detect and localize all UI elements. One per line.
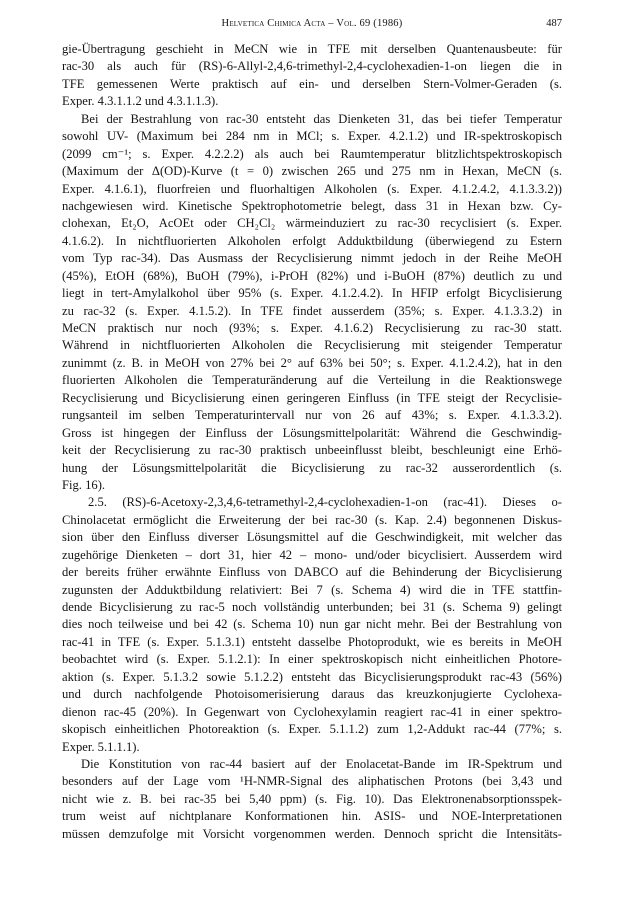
paragraph-start-line: Die Konstitution von rac-44 basiert auf der Enolacetat-Bande im IR-Spektrum und — [81, 756, 562, 771]
text-line: der bereits früher erwähnte Einfluss von DABCO auf die Behinderung der Bicyclisierung — [62, 565, 562, 580]
article-body — [62, 41, 562, 843]
text-line: liegt in tert-Amylalkohol über 95% (s. Exper. 4.1.2.4.2). In HFIP erfolgt Bicyclisierung — [62, 286, 562, 301]
text-line: keit der Recyclisierung zu rac-30 praktisch unbeeinflusst bleibt, beschleunigt eine Erhö- — [62, 443, 562, 458]
text-line: rungsanteil im selben Temperaturintervall nur von 26 auf 43%; s. Exper. 4.1.3.3.2). — [62, 408, 562, 423]
running-header — [62, 18, 562, 32]
text-line: (2099 cm⁻¹; s. Exper. 4.2.2.2) als auch bei Raumtemperatur blitzlichtspektroskopisch — [62, 146, 562, 161]
text-line: aktion (s. Exper. 5.1.3.2 sowie 5.1.2.2) entsteht das Bicyclisierungsprodukt rac-43 (56%) — [62, 669, 562, 684]
text-line: Exper. 4.3.1.1.2 und 4.3.1.1.3). — [62, 94, 219, 109]
text-line: Während in nichtfluorierten Alkoholen die Recyclisierung mit steigender Temperatur — [62, 338, 562, 353]
text-line: Exper. 5.1.1.1). — [62, 739, 140, 754]
text-line: 4.1.6.2). In nichtfluorierten Alkoholen erfolgt Adduktbildung (überwiegend zu Estern — [62, 233, 562, 248]
text-line: gie-Übertragung geschieht in MeCN wie in TFE mit derselben Quantenausbeute: für — [62, 42, 562, 56]
section-heading-line: 2.5. (RS)-6-Acetoxy-2,3,4,6-tetramethyl-2,4-cyclohexadien-1-on (rac-41). Dieses o- — [88, 495, 562, 510]
text-line: besonders auf der Lage vom ¹H-NMR-Signal des aliphatischen Protons (bei 3,43 und — [62, 774, 562, 789]
text-line: müssen demzufolge mit Vorsicht vorgenommen werden. Dennoch spricht die Intensitäts- — [62, 826, 562, 841]
text-line: dende Bicyclisierung zu rac-5 noch vollständig unterbunden; bei 31 (s. Schema 9) gelingt — [62, 600, 562, 614]
text-line: sowohl UV- (Maximum bei 284 nm in MCl; s. Exper. 4.2.1.2) und IR-spektroskopisch — [62, 129, 562, 144]
text-line: fluorierten Alkoholen die Temperaturänderung auf die Verteilung in die Reaktionswege — [62, 373, 562, 388]
text-line: hung der Lösungsmittelpolarität die Bicyclisierung zu rac-32 ausserordentlich (s. — [62, 460, 562, 475]
text-line: zugunsten der Adduktbildung relativiert: Bei 7 (s. Schema 4) wird die in TFE stattfin- — [62, 582, 562, 597]
text-line: rac-30 als auch für (RS)-6-Allyl-2,4,6-trimethyl-2,4-cyclohexadien-1-on liegen die in — [62, 59, 562, 74]
text-line: rac-41 in TFE (s. Exper. 5.1.3.1) entsteht dasselbe Photoprodukt, wie es bereits in MeOH — [62, 634, 562, 649]
text-line: zugehörige Dienketen – dort 31, hier 42 – mono- und/oder bicyclisiert. Ausserdem wird — [62, 547, 562, 562]
text-line: und durch nachfolgende Photoisomerisierung daraus das kreuzkonjugierte Cyclohexa- — [62, 687, 562, 702]
text-line: nicht wie z. B. bei rac-35 bei 5,40 ppm) (s. Fig. 10). Das Elektronenabsorptionsspek- — [62, 791, 562, 806]
text-line: dies noch teilweise und bei 42 (s. Schema 10) nun gar nicht mehr. Bei der Bestrahlung von — [62, 617, 562, 632]
text-line: beobachtet wird (s. Exper. 5.1.2.1): In einer spektroskopisch nicht einheitlichen Photore- — [62, 652, 562, 667]
text-line: zunimmt (z. B. in MeOH von 27% bei 2° auf 63% bei 50°; s. Exper. 4.1.2.4.2), hat in den — [62, 355, 562, 370]
text-line: vom Typ rac-34). Das Ausmass der Recyclisierung nimmt jedoch in der Reihe MeOH — [62, 251, 562, 266]
text-line: Recyclisierung und Bicyclisierung einen geringeren Einfluss (in TFE steigt der Recyclisie- — [62, 390, 562, 405]
text-line: TFE gemessenen Werte praktisch auf ein- und derselben Stern-Volmer-Geraden (s. — [62, 76, 562, 91]
text-line: nachgewiesen wird. Kinetische Spektrophotometrie belegt, dass 31 in Hexan bzw. Cy- — [62, 198, 562, 213]
text-line: trum weist auf nichtplanare Konformationen hin. ASIS- und NOE-Interpretationen — [62, 809, 562, 824]
text-line: Gross ist hingegen der Einfluss der Lösungsmittelpolarität: Während die Geschwindig- — [62, 425, 562, 440]
text-line: clohexan, Et₂O, AcOEt oder CH₂Cl₂ wärmeinduziert zu rac-30 recyclisiert (s. Exper. — [62, 216, 562, 231]
text-line: zu rac-32 (s. Exper. 4.1.5.2). In TFE findet ausserdem (35%; s. Exper. 4.1.3.3.2) in — [62, 303, 562, 318]
text-line: Exper. 4.1.6.1), fluorfreien und fluorhaltigen Alkoholen (s. Exper. 4.1.2.4.2, 4.1.3.3.2)) — [62, 181, 562, 196]
text-line: Chinolacetat ermöglicht die Erweiterung der bei rac-30 (s. Kap. 2.4) begonnenen Diskus- — [62, 512, 562, 527]
page-number: 487 — [546, 18, 562, 29]
paragraph-start-line: Bei der Bestrahlung von rac-30 entsteht das Dienketen 31, das bei tiefer Temperatur — [81, 111, 562, 126]
text-line: MeCN praktisch nur noch (93%; s. Exper. 4.1.6.2) Recyclisierung zu rac-30 statt. — [62, 321, 562, 335]
journal-title: Helvetica Chimica Acta – Vol. 69 (1986) — [221, 18, 403, 29]
text-line: (Maximum der Δ(OD)-Kurve (t = 0) zwischen 265 und 275 nm in Hexan, MeCN (s. — [62, 164, 562, 179]
text-line: dienon rac-45 (20%). In Gegenwart von Cyclohexylamin reagiert rac-41 in einer spektro- — [62, 704, 562, 719]
text-line: skopisch einheitlichen Photoreaktion (s. Exper. 5.1.1.2) zum 1,2-Addukt rac-44 (77%; s. — [62, 722, 562, 737]
text-line: Fig. 16). — [62, 477, 106, 492]
text-line: sion über den Einfluss diverser Lösungsmittel auf die Geschwindigkeit, mit welcher das — [62, 530, 562, 545]
text-line: (45%), EtOH (68%), BuOH (79%), i-PrOH (82%) und i-BuOH (87%) deutlich zu und — [62, 268, 562, 283]
